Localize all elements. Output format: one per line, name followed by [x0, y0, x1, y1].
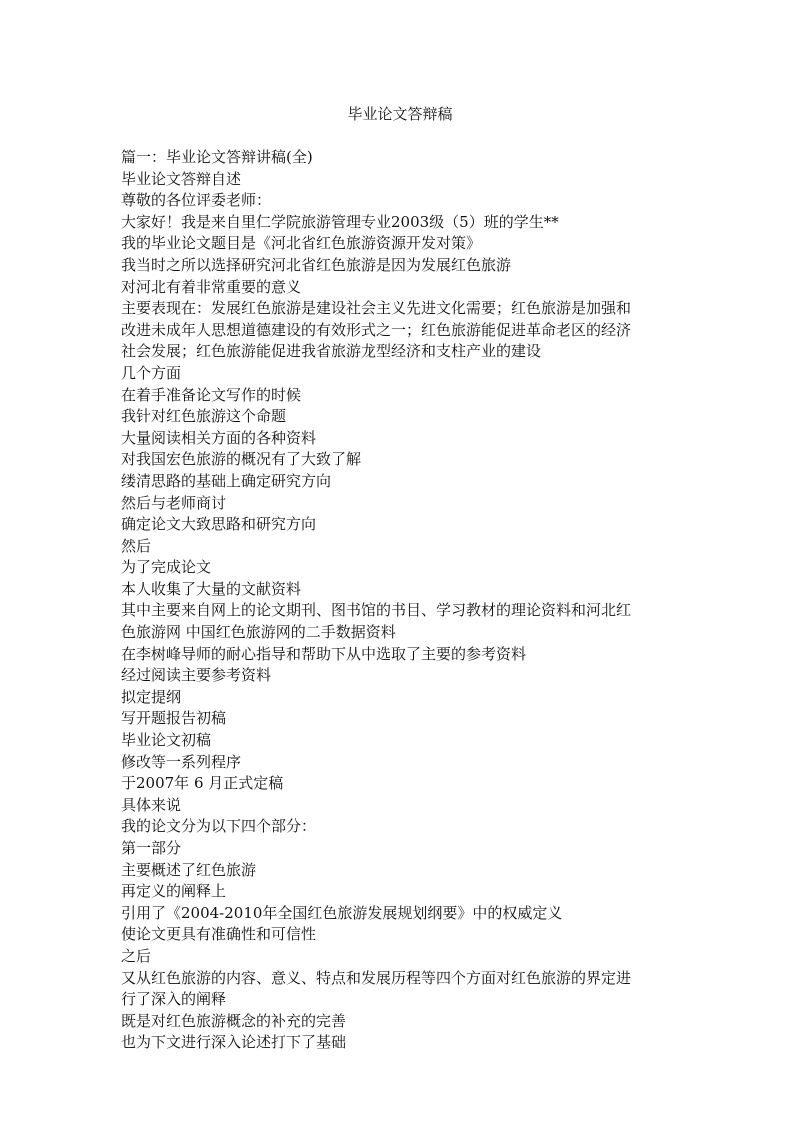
text-line: 确定论文大致思路和研究方向 [121, 515, 317, 534]
text-line: 其中主要来自网上的论文期刊、图书馆的书目、学习教材的理论资料和河北红 [121, 601, 632, 620]
text-line: 毕业论文初稿 [121, 731, 212, 750]
text-line: 使论文更具有准确性和可信性 [121, 925, 317, 944]
text-line: 在李树峰导师的耐心指导和帮助下从中选取了主要的参考资料 [121, 644, 527, 663]
text-line: 在着手准备论文写作的时候 [121, 385, 302, 404]
text-line: 大家好！我是来自里仁学院旅游管理专业2003级（5）班的学生** [121, 212, 559, 231]
text-line: 再定义的阐释上 [121, 882, 227, 901]
text-line: 改进未成年人思想道德建设的有效形式之一；红色旅游能促进革命老区的经济 [121, 320, 632, 339]
text-line: 我当时之所以选择研究河北省红色旅游是因为发展红色旅游 [121, 255, 512, 274]
text-line: 引用了《2004-2010年全国红色旅游发展规划纲要》中的权威定义 [121, 903, 563, 922]
text-line: 第一部分 [121, 839, 182, 857]
text-line: 色旅游网 中国红色旅游网的二手数据资料 [121, 623, 396, 642]
document-body [121, 147, 681, 1054]
text-line: 又从红色旅游的内容、意义、特点和发展历程等四个方面对红色旅游的界定进 [121, 968, 632, 987]
text-line: 之后 [121, 946, 152, 965]
text-line: 然后 [121, 536, 152, 555]
text-line: 篇一：毕业论文答辩讲稿(全) [121, 148, 313, 166]
text-line: 社会发展；红色旅游能促进我省旅游龙型经济和支柱产业的建设 [121, 342, 542, 361]
text-line: 大量阅读相关方面的各种资料 [121, 428, 317, 447]
text-line: 缕清思路的基础上确定研究方向 [121, 471, 332, 490]
text-line: 写开题报告初稿 [121, 709, 227, 728]
text-line: 为了完成论文 [121, 558, 212, 577]
text-line: 毕业论文答辩自述 [121, 169, 242, 188]
text-line: 也为下文进行深入论述打下了基础 [121, 1033, 347, 1052]
text-line: 然后与老师商讨 [121, 493, 227, 512]
text-line: 对我国宏色旅游的概况有了大致了解 [121, 450, 362, 469]
text-line: 几个方面 [121, 363, 182, 382]
text-line: 主要表现在：发展红色旅游是建设社会主义先进文化需要；红色旅游是加强和 [121, 299, 632, 318]
text-line: 对河北有着非常重要的意义 [121, 277, 302, 296]
text-line: 我的论文分为以下四个部分： [121, 817, 317, 836]
text-line: 拟定提纲 [121, 687, 182, 706]
text-line: 主要概述了红色旅游 [121, 860, 257, 879]
text-line: 修改等一系列程序 [121, 752, 242, 771]
text-line: 具体来说 [121, 795, 182, 814]
text-line: 既是对红色旅游概念的补充的完善 [121, 1011, 347, 1030]
text-line: 行了深入的阐释 [121, 990, 227, 1009]
text-line: 尊敬的各位评委老师： [121, 191, 272, 210]
text-line: 本人收集了大量的文献资料 [121, 579, 302, 598]
document-title: 毕业论文答辩稿 [347, 105, 453, 123]
text-line: 经过阅读主要参考资料 [121, 666, 272, 685]
text-line: 我的毕业论文题目是《河北省红色旅游资源开发对策》 [121, 234, 482, 253]
text-line: 我针对红色旅游这个命题 [121, 407, 287, 426]
text-line: 于2007年 6 月正式定稿 [121, 774, 284, 793]
